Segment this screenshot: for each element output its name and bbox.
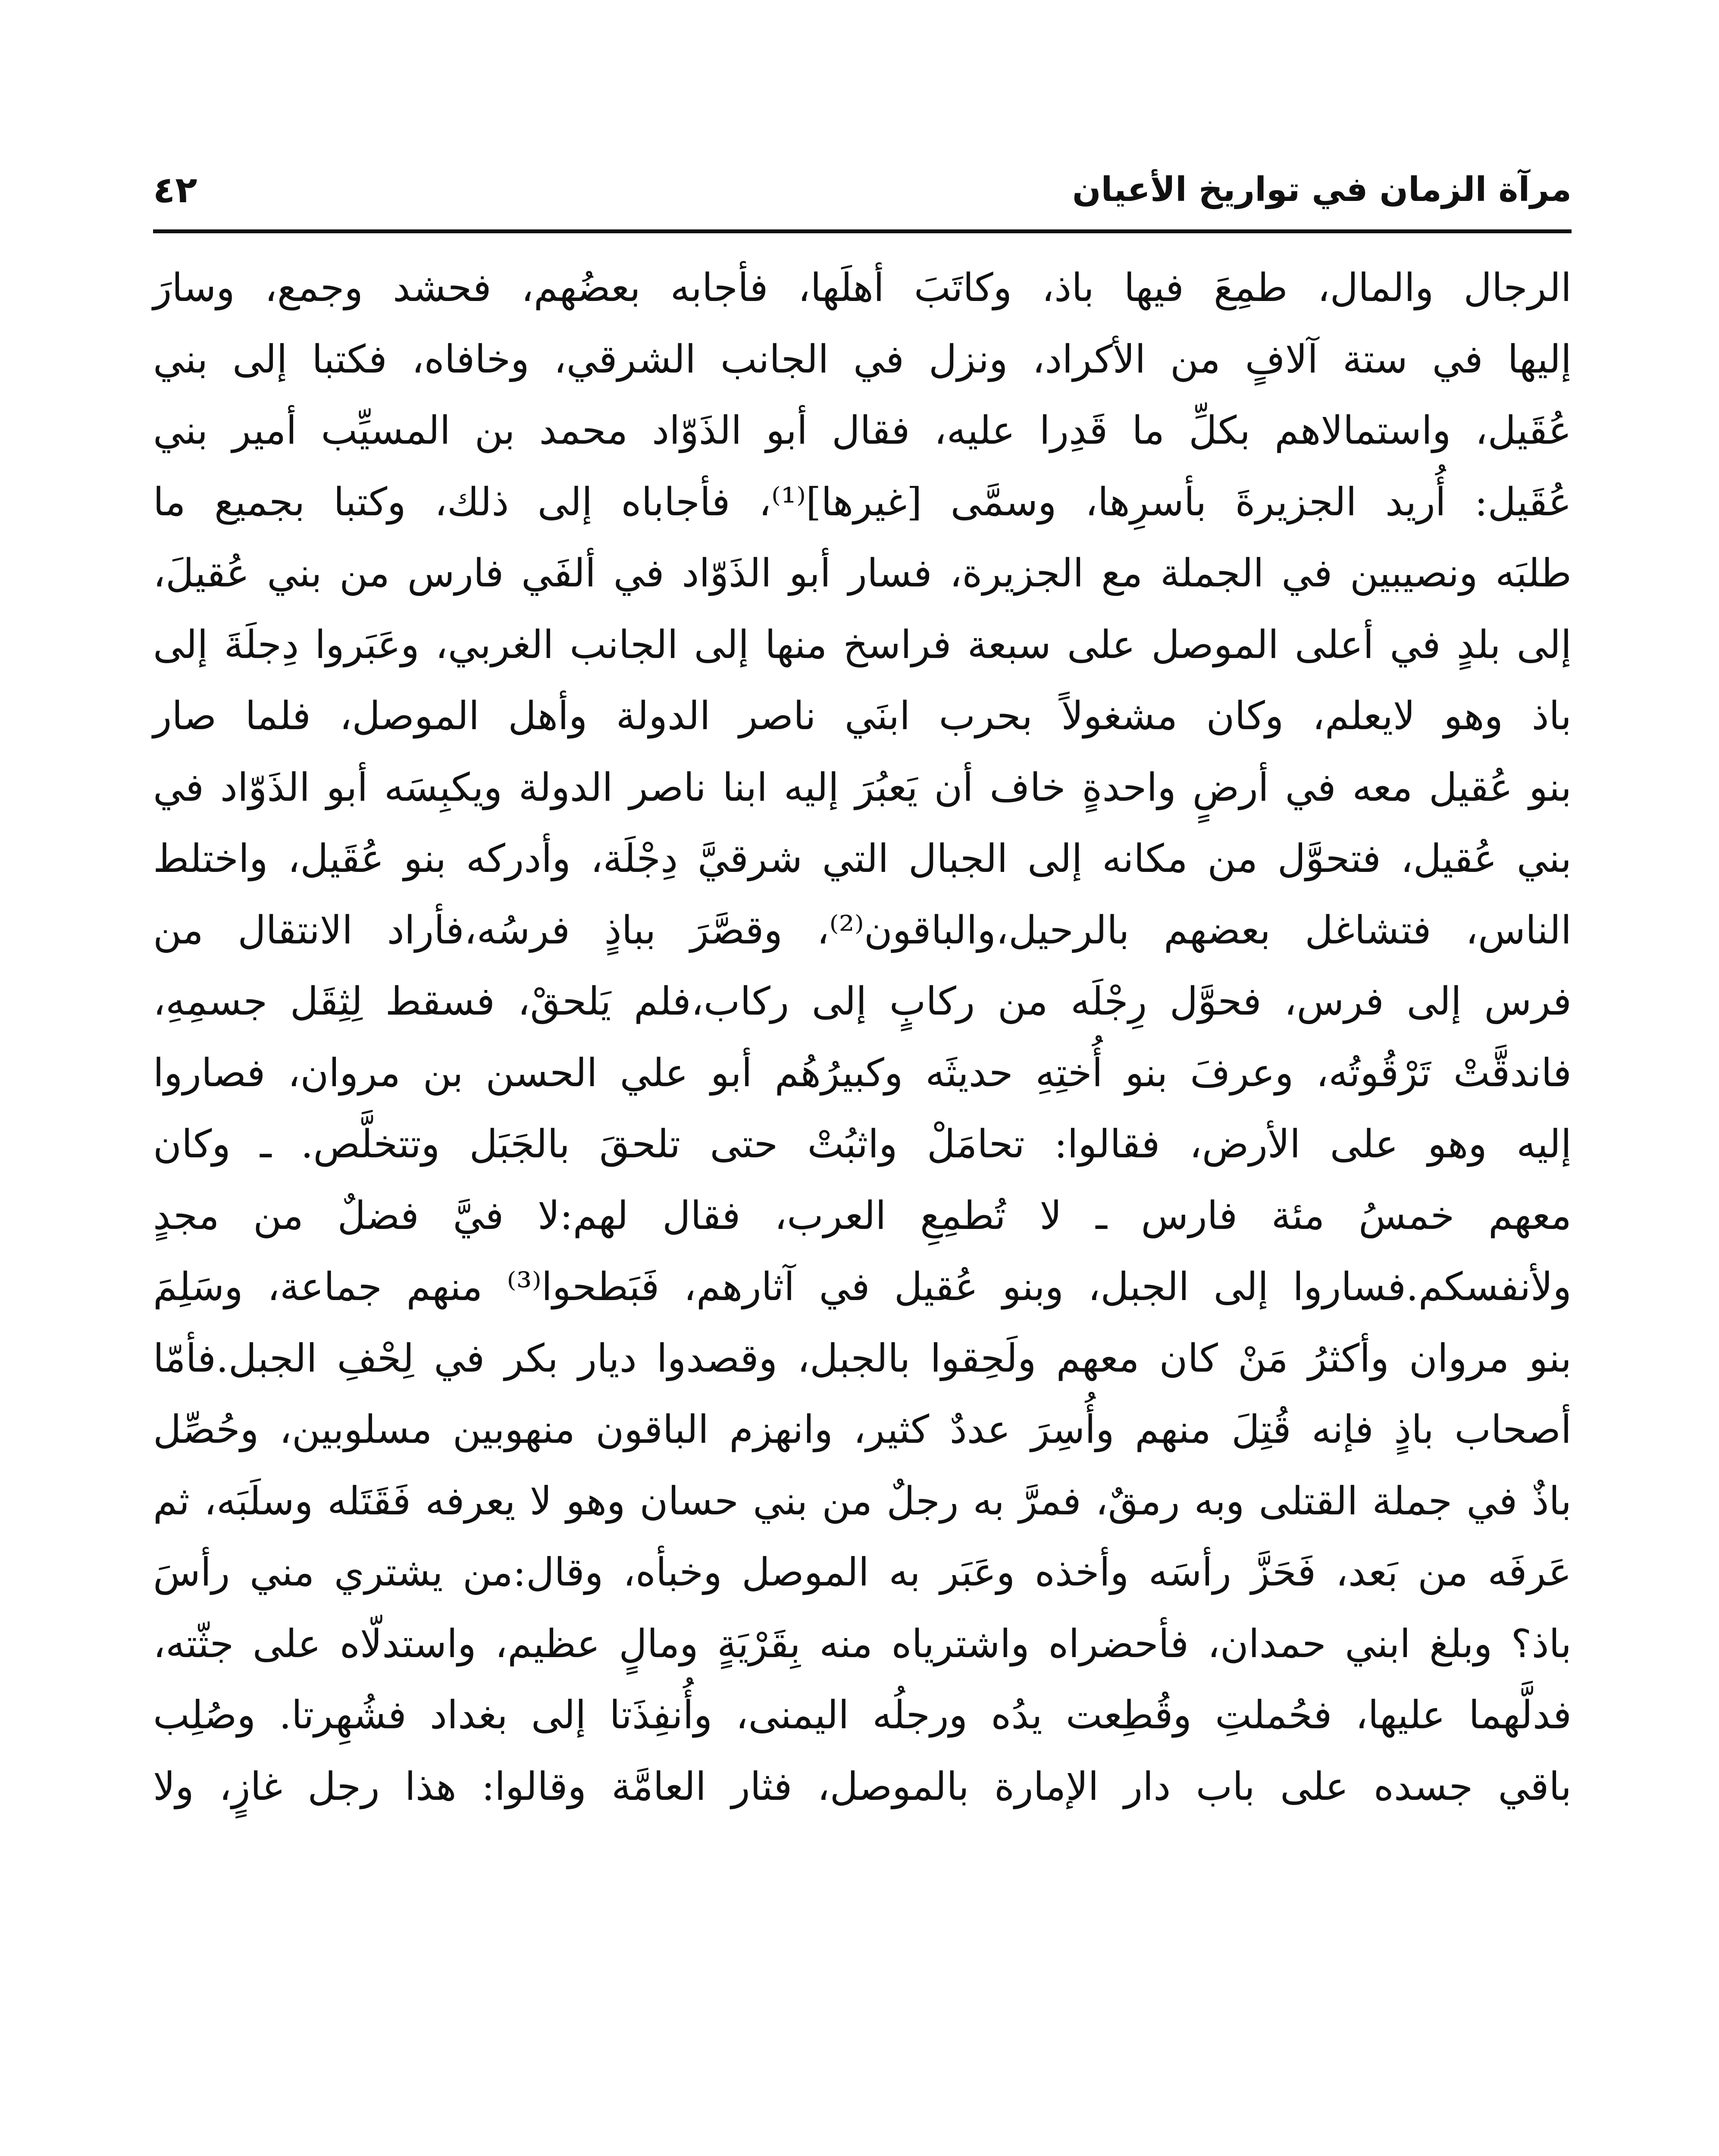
running-header [153,166,1572,218]
text-line: عُقَيل: أُريد الجزيرةَ بأسرِها، وسمَّى [غيرها]⁽¹⁾، فأجاباه إلى ذلك، وكتبا بجميع ما [153,479,1572,525]
text-line: فدلَّهما عليها، فحُملتِ وقُطِعت يدُه ورجلُه اليمنى، وأُنفِذَتا إلى بغداد فشُهِرتا. وصُلِب [153,1692,1572,1738]
text-line: إليها في ستة آلافٍ من الأكراد، ونزل في الجانب الشرقي، وخافاه، فكتبا إلى بني [153,336,1572,382]
header-rule [153,229,1572,233]
book-title: مرآة الزمان في تواريخ الأعيان [1072,170,1572,209]
text-line: عُقَيل، واستمالاهم بكلِّ ما قَدِرا عليه، فقال أبو الذَوّاد محمد بن المسيِّب أمير بني [153,408,1572,453]
text-line: بنو عُقيل معه في أرضٍ واحدةٍ خاف أن يَعبُرَ إليه ابنا ناصر الدولة ويكبِسَه أبو الذَوّاد في [153,765,1572,810]
text-line: باذ؟ وبلغ ابني حمدان، فأحضراه واشترياه منه بِقَرْيَةٍ ومالٍ عظيم، واستدلّاه على جثّته، [153,1621,1572,1667]
text-line: أصحاب باذٍ فإنه قُتِلَ منهم وأُسِرَ عددٌ كثير، وانهزم الباقون منهوبين مسلوبين، وحُصِّل [153,1407,1572,1452]
text-line: باذٌ في جملة القتلى وبه رمقٌ، فمرَّ به رجلٌ من بني حسان وهو لا يعرفه فَقَتَله وسلَبَه، ثم [153,1478,1572,1524]
text-line: بني عُقيل، فتحوَّل من مكانه إلى الجبال التي شرقيَّ دِجْلَة، وأدركه بنو عُقَيل، واختلط [153,836,1572,881]
text-line: طلبَه ونصيبين في الجملة مع الجزيرة، فسار أبو الذَوّاد في ألفَي فارس من بني عُقيلَ، [153,551,1572,596]
text-line: بنو مروان وأكثرُ مَنْ كان معهم ولَحِقوا بالجبل، وقصدوا ديار بكر في لِحْفِ الجبل.فأمّا [153,1335,1572,1381]
text-line: إلى بلدٍ في أعلى الموصل على سبعة فراسخ منها إلى الجانب الغربي، وعَبَروا دِجلَةَ إلى [153,622,1572,667]
text-line: إليه وهو على الأرض، فقالوا: تحامَلْ واثبُتْ حتى تلحقَ بالجَبَل وتتخلَّص. ـ وكان [153,1122,1572,1167]
text-line: عَرفَه من بَعد، فَحَزَّ رأسَه وأخذه وعَبَر به الموصل وخبأه، وقال:من يشتري مني رأسَ [153,1550,1572,1595]
text-line: فرس إلى فرس، فحوَّل رِجْلَه من ركابٍ إلى ركاب،فلم يَلحقْ، فسقط لِثِقَل جسمِهِ، [153,979,1572,1024]
text-line: الرجال والمال، طمِعَ فيها باذ، وكاتَبَ أهلَها، فأجابه بعضُهم، فحشد وجمع، وسارَ [153,265,1572,310]
text-line: باذ وهو لايعلم، وكان مشغولاً بحرب ابنَي ناصر الدولة وأهل الموصل، فلما صار [153,693,1572,739]
text-line: معهم خمسُ مئة فارس ـ لا تُطمِعِ العرب، فقال لهم:لا فيَّ فضلٌ من مجدٍ [153,1193,1572,1238]
text-line: ولأنفسكم.فساروا إلى الجبل، وبنو عُقيل في آثارهم، فَبَطحوا⁽³⁾ منهم جماعة، وسَلِمَ [153,1264,1572,1310]
main-text [153,252,1572,1822]
page-number: ٤٢ [153,169,197,211]
text-line: فاندقَّتْ تَرْقُوتُه، وعرفَ بنو أُختِهِ حديثَه وكبيرُهُم أبو علي الحسن بن مروان، فصاروا [153,1050,1572,1096]
text-line: باقي جسده على باب دار الإمارة بالموصل، فثار العامَّة وقالوا: هذا رجل غازٍ، ولا [153,1764,1572,1809]
text-line: الناس، فتشاغل بعضهم بالرحيل،والباقون⁽²⁾، وقصَّرَ بباذٍ فرسُه،فأراد الانتقال من [153,907,1572,953]
